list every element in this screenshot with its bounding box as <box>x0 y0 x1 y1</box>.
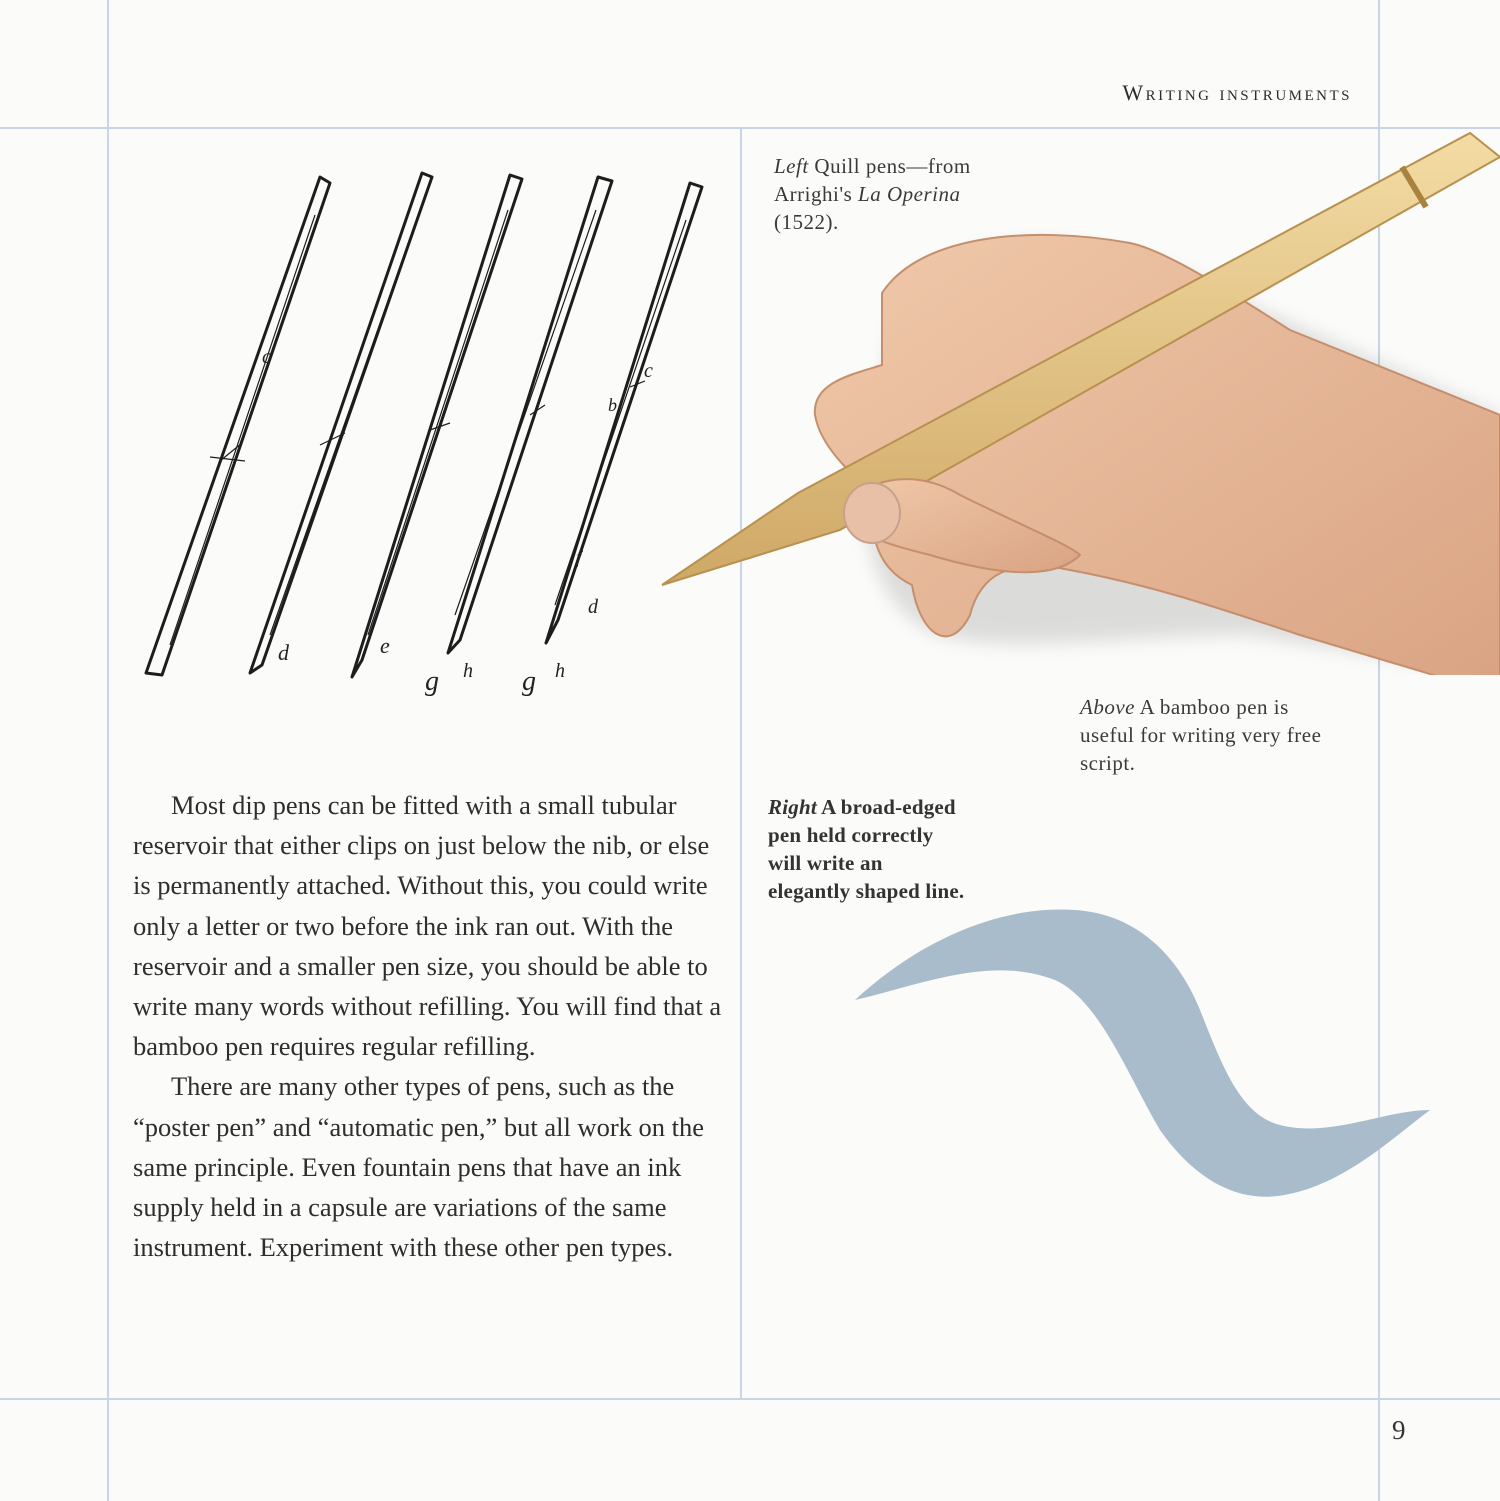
quill-label-g2: g <box>522 666 536 697</box>
caption-above <box>1080 693 1340 777</box>
body-text <box>133 785 733 1267</box>
caption-right <box>768 793 968 905</box>
caption-left-lead: Left <box>774 154 809 178</box>
quill-label-h2: h <box>555 660 565 682</box>
guide-vertical-left <box>107 0 109 1501</box>
page-number: 9 <box>1392 1415 1406 1445</box>
broad-pen-stroke <box>850 900 1450 1220</box>
caption-left-date: (1522). <box>774 210 839 234</box>
quill-label-d2: d <box>588 596 598 618</box>
quill-label-e: e <box>380 633 390 658</box>
quill-label-h1: h <box>463 660 473 682</box>
quill-label-b: b <box>608 395 617 415</box>
guide-horizontal-bottom <box>0 1398 1500 1400</box>
bamboo-pen-photo <box>650 115 1500 675</box>
quill-label-c2: c <box>644 360 653 382</box>
body-paragraph-1: Most dip pens can be fitted with a small tubular reservoir that either clips on just below the nib, or else is permanently attached. Without this, you could write only a letter or two before the ink ran out. With the reservoir and a smaller pen size, you should be able to write many words without refilling. You will find that a bamboo pen requires regular refilling. <box>133 790 722 1062</box>
caption-above-lead: Above <box>1080 695 1135 719</box>
caption-right-text: A broad-edged pen held correctly will write an elegantly shaped line. <box>768 795 965 903</box>
quill-label-f: f <box>576 547 582 567</box>
caption-left-text: Quill pens—from Arrighi's <box>774 154 971 206</box>
quill-label-c1: c <box>262 346 271 368</box>
quill-label-g1: g <box>425 666 439 697</box>
caption-above-text: A bamboo pen is useful for writing very free script. <box>1080 695 1322 775</box>
quill-label-d1: d <box>278 640 289 665</box>
body-paragraph-2: There are many other types of pens, such as the “poster pen” and “automatic pen,” but all work on the same principle. Even fountain pens that have an ink supply held in a capsule are variations of the same instrument. Experiment with these other pen types. <box>133 1071 705 1263</box>
quill-2 <box>250 173 432 673</box>
quill-pens-illustration <box>130 165 730 725</box>
thumbnail <box>844 483 900 543</box>
caption-right-lead: Right <box>768 795 817 819</box>
running-head: Writing instruments <box>1122 80 1352 105</box>
caption-left-book-title: La Operina <box>858 182 961 206</box>
